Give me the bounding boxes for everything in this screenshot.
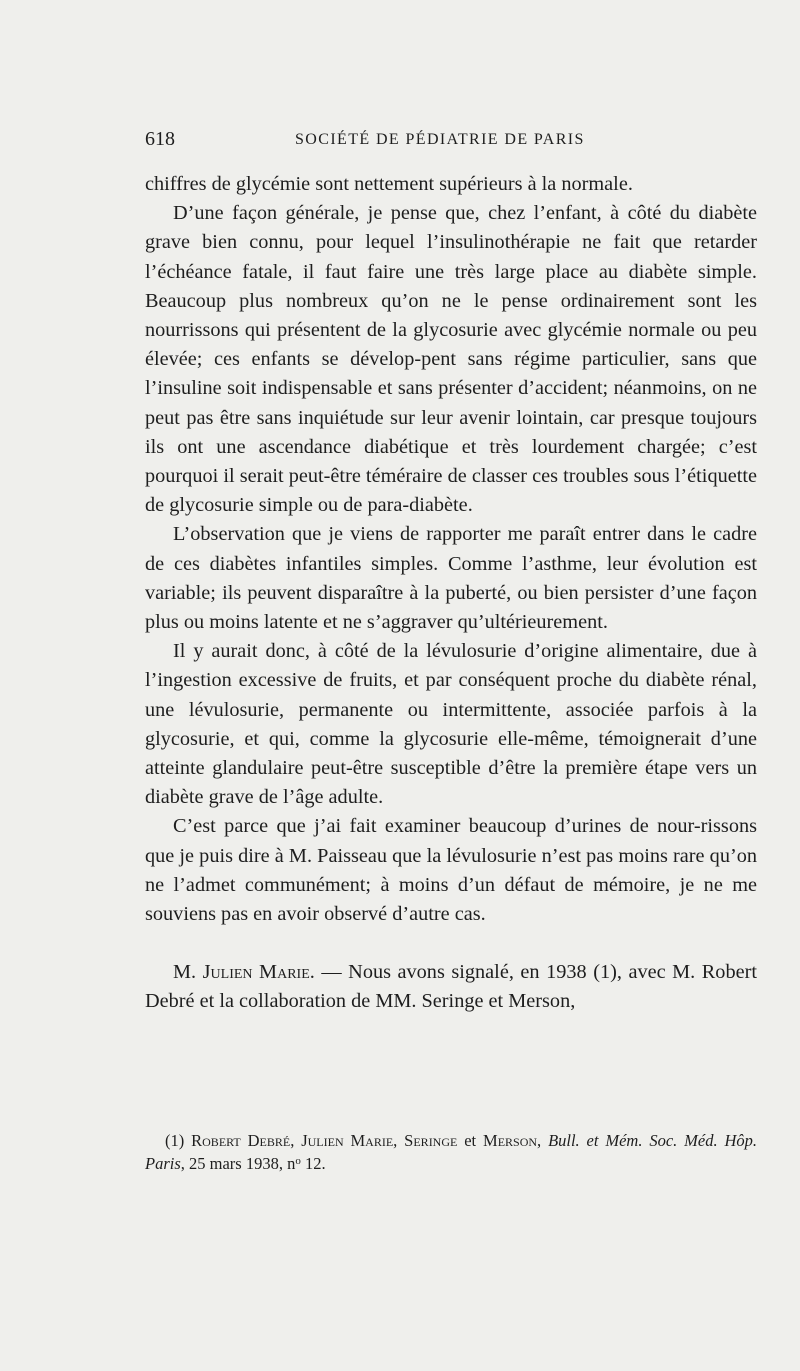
footnote-marker: (1) xyxy=(165,1131,185,1150)
speaker-suffix: . — xyxy=(309,961,349,984)
journal-title: SOCIÉTÉ DE PÉDIATRIE DE PARIS xyxy=(295,131,585,148)
paragraph-paisseau: C’est parce que j’ai fait examiner beaucoup d’urines de nour-rissons que je puis dire à M. Paisseau que la lévulosurie n’est pas moins rare qu’on ne l’admet communément; à moins d’un défaut de mémoire, je ne me souviens pas en avoir observé d’autre cas. xyxy=(145,815,757,926)
footnote-sep: , xyxy=(537,1131,549,1150)
body-text xyxy=(145,170,757,1017)
paragraph-julien-marie xyxy=(145,958,757,1016)
footnote-author-last: Merson xyxy=(483,1131,538,1150)
footnote-number-sup: o xyxy=(295,1155,301,1167)
footnote-number: 12. xyxy=(300,1154,326,1173)
page-number: 618 xyxy=(145,128,175,150)
paragraph-observation: L’observation que je viens de rapporter me paraît entrer dans le cadre de ces diabètes infantiles simples. Comme l’asthme, leur évolution est variable; ils peuvent disparaître à la puberté, ou bien persister d’une façon plus ou moins latente et ne s’aggraver qu’ultérieurement. xyxy=(145,523,757,634)
paragraph-levulosurie: Il y aurait donc, à côté de la lévulosurie d’origine alimentaire, due à l’ingestion excessive de fruits, et par conséquent proche du diabète rénal, une lévulosurie, permanente ou intermittente, associée parfois à la glycosurie, et qui, comme la glycosurie elle-même, témoignerait d’une atteinte glandulaire peut-être susceptible d’être la première étape vers un diabète grave de l’âge adulte. xyxy=(145,640,757,809)
footnote-date: , 25 mars 1938, n xyxy=(180,1154,296,1173)
footnote xyxy=(145,1130,757,1174)
paragraph-continuation: chiffres de glycémie sont nettement supérieurs à la normale. xyxy=(145,173,633,195)
speaker-text: Nous avons signalé, en 1938 (1), avec M. Robert Debré et la collaboration de MM. Seringe et Merson, xyxy=(145,961,757,1013)
footnote-1 xyxy=(145,1130,757,1174)
footnote-conj: et xyxy=(457,1131,484,1150)
speaker-prefix: M. xyxy=(173,961,203,984)
speaker-name: Julien Marie xyxy=(202,961,310,984)
paragraph-diabete-simple: D’une façon générale, je pense que, chez l’enfant, à côté du diabète grave bien connu, pour lequel l’insulinothérapie ne fait que retarder l’échéance fatale, il faut faire une très large place au diabète simple. Beaucoup plus nombreux qu’on ne le pense ordinairement sont les nourrissons qui présentent de la glycosurie avec glycémie normale ou peu élevée; ces enfants se dévelop-pent sans régime particulier, sans que l’insuline soit indispensable et sans présenter d’accident; néanmoins, on ne peut pas être sans inquiétude sur leur avenir lointain, car presque toujours ils ont une ascendance diabétique et très lourdement chargée; c’est pourquoi il serait peut-être téméraire de classer ces troubles sous l’étiquette de glycosurie simple ou de para-diabète. xyxy=(145,202,757,517)
footnote-journal: Bull. et Mém. Soc. Méd. Hôp. Paris xyxy=(145,1131,758,1173)
footnote-authors: Robert Debré, Julien Marie, Seringe xyxy=(191,1131,458,1150)
